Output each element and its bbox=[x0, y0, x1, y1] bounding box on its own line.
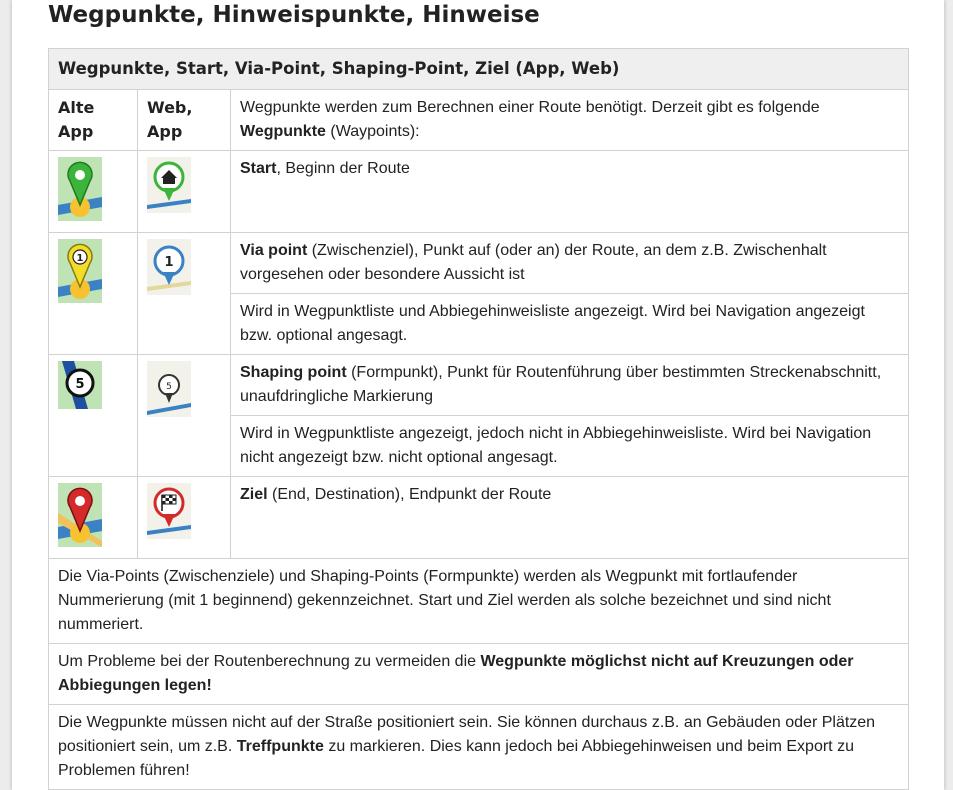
start-web-icon-cell bbox=[138, 151, 231, 233]
via-pin-web-icon bbox=[147, 239, 191, 295]
via-web-number: 1 bbox=[164, 255, 174, 270]
ziel-flag-icon bbox=[147, 483, 191, 539]
positioning-paragraph bbox=[49, 705, 909, 790]
positioning-bold: Treffpunkte bbox=[236, 738, 324, 755]
via-label: Via point bbox=[240, 242, 308, 259]
shaping-desc bbox=[231, 355, 909, 416]
intro-cell bbox=[231, 90, 909, 151]
shaping-pin-web-icon bbox=[147, 361, 191, 417]
start-home-icon bbox=[147, 157, 191, 213]
via-old-number: 1 bbox=[76, 253, 84, 264]
ziel-pin-old-icon bbox=[58, 483, 102, 547]
start-label: Start bbox=[240, 160, 277, 177]
via-old-icon-cell bbox=[49, 233, 138, 355]
intro-suffix: (Waypoints): bbox=[325, 123, 420, 140]
positioning-suffix: zu markieren. Dies kann jedoch bei Abbiegehinweisen und beim Export zu Problemen führen! bbox=[58, 738, 854, 779]
via-pin-old-icon bbox=[58, 239, 102, 303]
intro-text: Wegpunkte werden zum Berechnen einer Route benötigt. Derzeit gibt es folgende bbox=[240, 99, 820, 116]
waypoints-table bbox=[48, 48, 909, 790]
advice-bold: Wegpunkte möglichst nicht auf Kreuzungen oder Abbiegungen legen! bbox=[58, 653, 854, 694]
shaping-old-number: 5 bbox=[75, 377, 85, 392]
start-old-icon-cell bbox=[49, 151, 138, 233]
ziel-old-icon-cell bbox=[49, 477, 138, 559]
numbering-paragraph: Die Via-Points (Zwischenziele) und Shaping-Points (Formpunkte) werden als Wegpunkt mit fortlaufender Nummerierung (mit 1 beginnend) gekennzeichnet. Start und Ziel werden als solche bezeichnet und sind nicht nummeriert. bbox=[49, 559, 909, 644]
ziel-label: Ziel bbox=[240, 486, 268, 503]
shaping-label: Shaping point bbox=[240, 364, 347, 381]
via-web-icon-cell bbox=[138, 233, 231, 355]
page bbox=[12, 0, 944, 790]
ziel-text: (End, Destination), Endpunkt der Route bbox=[267, 486, 552, 503]
advice-prefix: Um Probleme bei der Routenberechnung zu vermeiden die bbox=[58, 653, 481, 670]
positioning-prefix: Die Wegpunkte müssen nicht auf der Straße positioniert sein. Sie können durchaus z.B. an Gebäuden oder Plätzen positioniert sein, um z.B. bbox=[58, 714, 876, 755]
col-alte-app: Alte App bbox=[49, 90, 138, 151]
via-desc bbox=[231, 233, 909, 294]
intro-bold: Wegpunkte bbox=[240, 123, 326, 140]
page-title: Wegpunkte, Hinweispunkte, Hinweise bbox=[48, 2, 540, 28]
col-web-app: Web, App bbox=[138, 90, 231, 151]
shaping-note: Wird in Wegpunktliste angezeigt, jedoch nicht in Abbiegehinweisliste. Wird bei Navigation nicht angezeigt bzw. nicht optional angesagt. bbox=[231, 416, 909, 477]
via-text: (Zwischenziel), Punkt auf (oder an) der Route, an dem z.B. Zwischenhalt vorgesehen oder besondere Aussicht ist bbox=[240, 242, 827, 283]
table-header: Wegpunkte, Start, Via-Point, Shaping-Point, Ziel (App, Web) bbox=[49, 49, 909, 90]
ziel-desc bbox=[231, 477, 909, 559]
ziel-web-icon-cell bbox=[138, 477, 231, 559]
via-note: Wird in Wegpunktliste und Abbiegehinweisliste angezeigt. Wird bei Navigation angezeigt bzw. optional angesagt. bbox=[231, 294, 909, 355]
shaping-web-icon-cell bbox=[138, 355, 231, 477]
shaping-old-icon bbox=[58, 361, 102, 409]
start-text: , Beginn der Route bbox=[276, 160, 410, 177]
start-desc bbox=[231, 151, 909, 233]
start-pin-old-icon bbox=[58, 157, 102, 221]
advice-paragraph bbox=[49, 644, 909, 705]
shaping-web-number: 5 bbox=[166, 382, 172, 392]
shaping-text: (Formpunkt), Punkt für Routenführung über bestimmten Streckenabschnitt, unaufdringliche Markierung bbox=[240, 364, 882, 405]
shaping-old-icon-cell bbox=[49, 355, 138, 477]
